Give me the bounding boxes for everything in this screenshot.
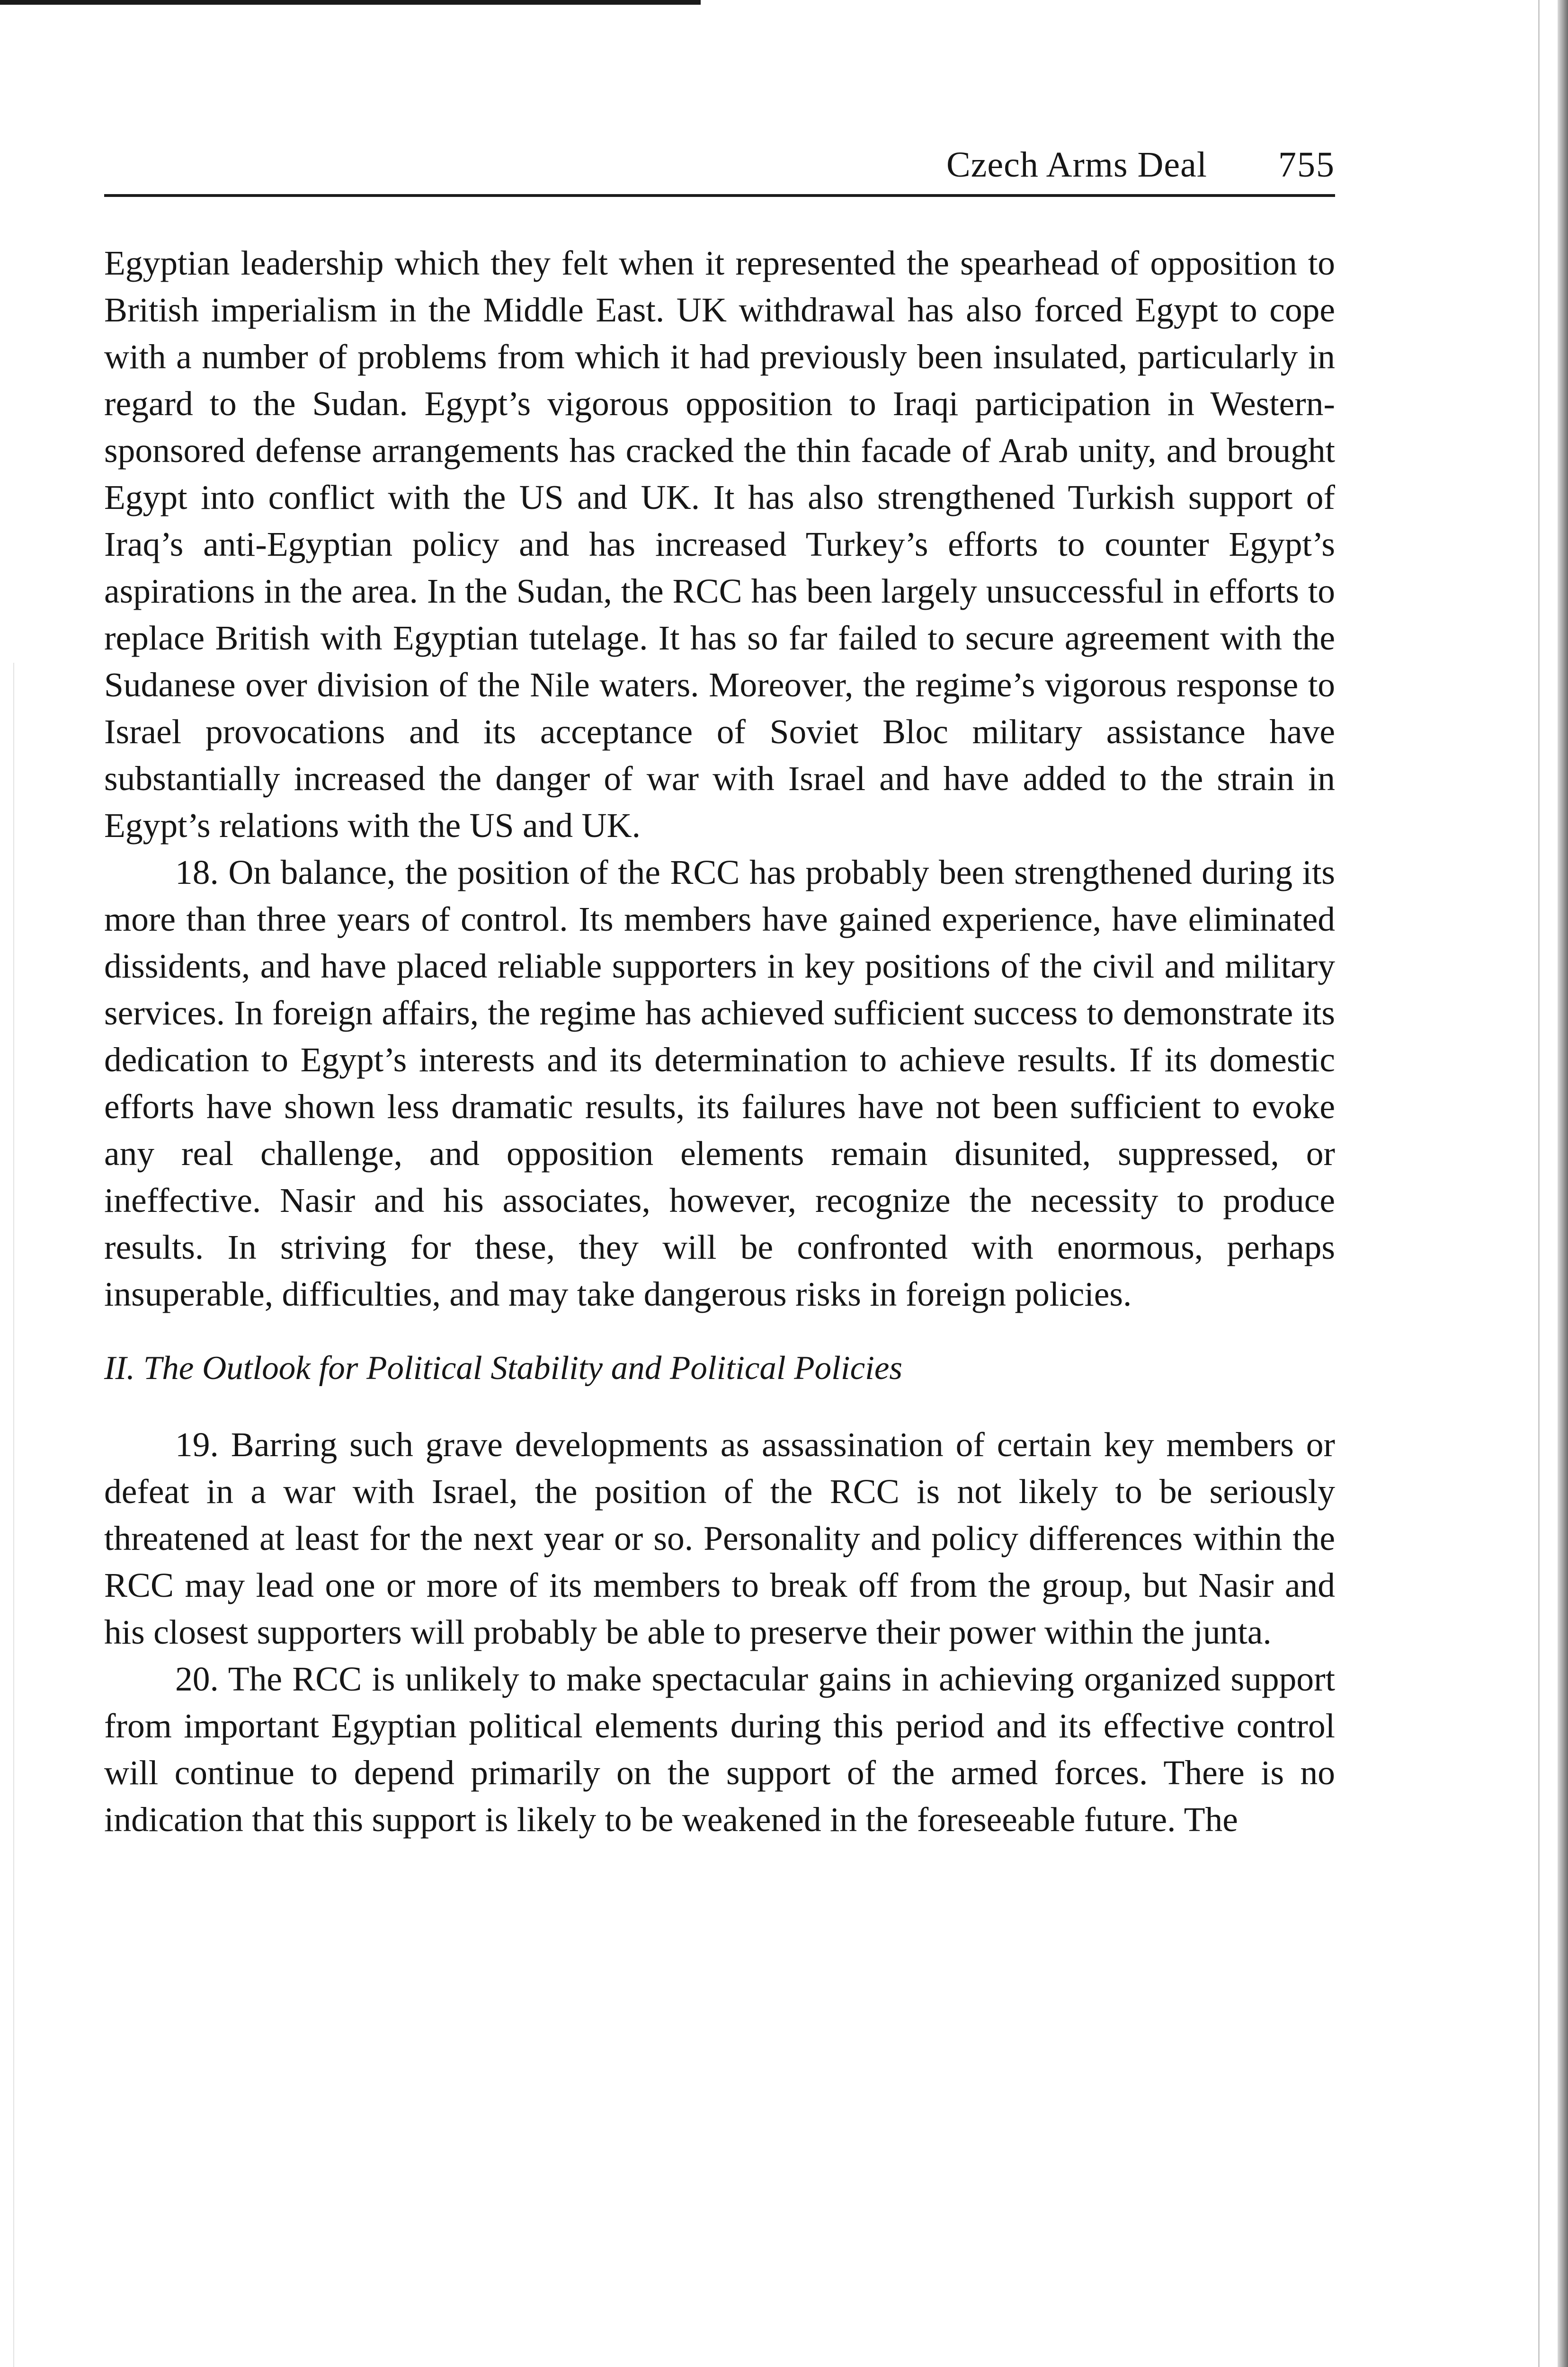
paragraph-19: 19. Barring such grave developments as assassination of certain key members or defeat in a war with Israel, the position of the RCC is not likely to be seriously threatened at least for the next year or so. Personality and policy differences within the RCC may lead one or more of its members to break off from the group, but Nasir and his closest supporters will probably be able to preserve their power within the junta. (104, 1425, 1335, 1651)
scan-top-edge (0, 0, 701, 5)
section-heading: II. The Outlook for Political Stability and Political Policies (104, 1350, 903, 1387)
scan-right-edge (1558, 0, 1568, 2367)
paragraph-18: 18. On balance, the position of the RCC has probably been strengthened during its more than three years of control. Its members have gained experience, have eliminated dissidents, and have placed reliable supporters in key positions of the civil and military services. In foreign affairs, the regime has achieved sufficient success to demonstrate its dedication to Egypt’s interests and its determination to achieve results. If its domestic efforts have shown less dramatic results, its failures have not been sufficient to evoke any real challenge, and opposition elements remain disunited, suppressed, or ineffective. Nasir and his associates, however, recognize the necessity to produce results. In striving for these, they will be confronted with enormous, perhaps insuperable, difficulties, and may take dangerous risks in foreign policies. (104, 853, 1335, 1313)
paragraph-continued: Egyptian leadership which they felt when it represented the spearhead of opposition to British imperialism in the Middle East. UK withdrawal has also forced Egypt to cope with a number of problems from which it had previously been insulated, particularly in regard to the Sudan. Egypt’s vigorous opposition to Iraqi participation in Western-sponsored defense arrangements has cracked the thin facade of Arab unity, and brought Egypt into conflict with the US and UK. It has also strengthened Turkish support of Iraq’s anti-Egyptian policy and has increased Turkey’s efforts to counter Egypt’s aspirations in the area. In the Sudan, the RCC has been largely unsuccessful in efforts to replace British with Egyptian tutelage. It has so far failed to secure agreement with the Sudanese over division of the Nile waters. Moreover, the regime’s vigorous response to Israel provocations and its acceptance of Soviet Bloc military assistance have substantially increased the danger of war with Israel and have added to the strain in Egypt’s relations with the US and UK. (104, 244, 1335, 845)
running-head (104, 133, 1335, 197)
scan-left-shadow (13, 663, 14, 2367)
running-head-title: Czech Arms Deal (946, 145, 1207, 185)
scan-right-shadow (1538, 0, 1540, 2367)
paragraph-20: 20. The RCC is unlikely to make spectacular gains in achieving organized support from important Egyptian political elements during this period and its effective control will continue to depend primarily on the support of the armed forces. There is no indication that this support is likely to be weakened in the foreseeable future. The (104, 1660, 1335, 1839)
document-page (104, 133, 1335, 1843)
page-number: 755 (1278, 145, 1335, 185)
